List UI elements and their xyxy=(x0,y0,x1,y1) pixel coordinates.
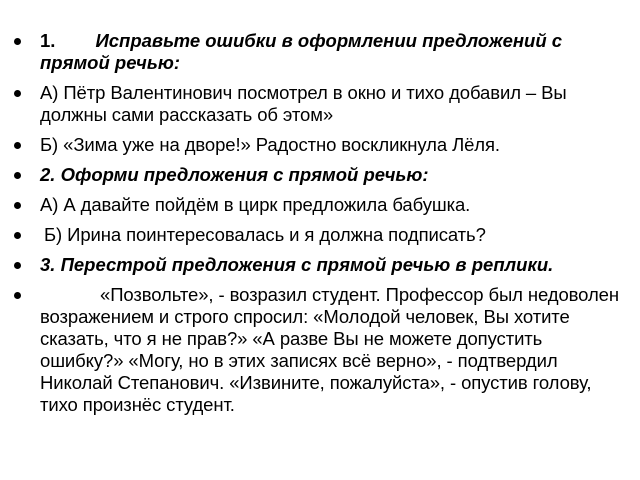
paragraph-text: «Позвольте», - возразил студент. Профессор был недоволен возражением и строго спросил: «Молодой человек, Вы хотите сказать, что я не прав?» «А разве Вы не можете допустить ошибку?» «Могу, но в этих записях всё верно», - подтвердил Николай Степанович. «Извините, пожалуйста», - опустив голову, тихо произнёс студент. xyxy=(40,284,619,415)
task-heading: 3. Перестрой предложения с прямой речью в реплики. xyxy=(40,254,554,275)
list-item xyxy=(14,224,624,246)
bullet-icon xyxy=(14,38,21,45)
bullet-icon xyxy=(14,292,21,299)
list-item xyxy=(14,134,624,156)
list-item xyxy=(14,82,624,126)
bullet-icon xyxy=(14,90,21,97)
bullet-icon xyxy=(14,142,21,149)
list-item xyxy=(14,284,624,416)
sentence-a: А) А давайте пойдём в цирк предложила бабушка. xyxy=(40,194,471,215)
list-item xyxy=(14,194,624,216)
list-item xyxy=(14,254,624,276)
task-heading: 2. Оформи предложения с прямой речью: xyxy=(40,164,429,185)
sentence-b: Б) Ирина поинтересовалась и я должна подписать? xyxy=(44,224,486,245)
bullet-icon xyxy=(14,172,21,179)
list-item xyxy=(14,30,624,74)
bullet-icon xyxy=(14,262,21,269)
task-number: 1. xyxy=(40,30,56,51)
bullet-list xyxy=(14,30,624,416)
sentence-a: А) Пётр Валентинович посмотрел в окно и тихо добавил – Вы должны сами рассказать об этом» xyxy=(40,82,567,125)
bullet-icon xyxy=(14,232,21,239)
bullet-icon xyxy=(14,202,21,209)
task-heading: Исправьте ошибки в оформлении предложений с прямой речью: xyxy=(40,30,563,73)
sentence-b: Б) «Зима уже на дворе!» Радостно воскликнула Лёля. xyxy=(40,134,500,155)
list-item xyxy=(14,164,624,186)
